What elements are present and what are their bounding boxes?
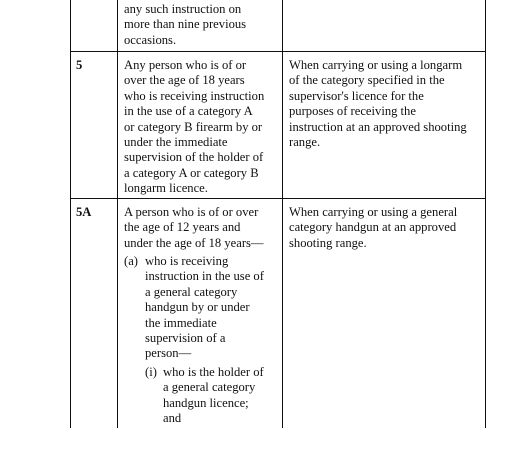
text-line: instruction at an approved shooting [289, 119, 467, 134]
text-line: handgun licence; [163, 395, 249, 410]
text-line: more than nine previous [124, 17, 247, 32]
text-line: over the age of 18 years [124, 73, 245, 88]
text-line: When carrying or using a longarm [289, 58, 463, 72]
subparagraph-i-label: (i) [145, 365, 157, 379]
text-line: a category A or category B [124, 165, 259, 180]
row5a-circumstances [289, 205, 484, 251]
text-line: purposes of receiving the [289, 104, 416, 119]
subparagraph-i [163, 365, 281, 427]
paragraph-a-label: (a) [124, 254, 138, 268]
top-row-col2 [124, 2, 280, 48]
text-line: in the use of a category A [124, 104, 253, 119]
text-line: When carrying or using a general [289, 205, 458, 219]
text-line: and [163, 411, 182, 426]
text-line: who is receiving [145, 254, 229, 268]
row-separator [70, 198, 486, 199]
table-border-right [485, 0, 486, 428]
text-line: a general category [145, 284, 238, 299]
text-line: who is the holder of [163, 365, 264, 379]
table-divider-col2 [282, 0, 283, 428]
table-divider-col1 [117, 0, 118, 428]
text-line: any such instruction on [124, 2, 242, 16]
row5-description [124, 58, 280, 197]
text-line: handgun by or under [145, 300, 250, 315]
text-line: supervision of a [145, 331, 226, 346]
paragraph-a [145, 254, 280, 362]
text-line: A person who is of or over [124, 205, 259, 219]
text-line: or category B firearm by or [124, 119, 263, 134]
text-line: longarm licence. [124, 181, 208, 196]
row5-circumstances [289, 58, 484, 150]
table-border-left [70, 0, 71, 428]
text-line: supervisor's licence for the [289, 88, 424, 103]
text-line: occasions. [124, 32, 177, 47]
text-line: category handgun at an approved [289, 220, 457, 235]
text-line: of the category specified in the [289, 73, 445, 88]
text-line: under the immediate [124, 135, 228, 150]
text-line: Any person who is of or [124, 58, 247, 72]
text-line: instruction in the use of [145, 269, 264, 284]
text-line: supervision of the holder of [124, 150, 264, 165]
text-line: who is receiving instruction [124, 88, 265, 103]
row5a-intro [124, 205, 280, 251]
row-number-5: 5 [76, 58, 83, 72]
text-line: a general category [163, 380, 256, 395]
text-line: person— [145, 346, 192, 361]
text-line: the age of 12 years and [124, 220, 241, 235]
text-line: the immediate [145, 315, 217, 330]
text-line: range. [289, 135, 321, 150]
row-number-5a: 5A [76, 205, 92, 219]
text-line: shooting range. [289, 235, 367, 250]
text-line: under the age of 18 years— [124, 235, 264, 250]
row-separator [70, 51, 486, 52]
